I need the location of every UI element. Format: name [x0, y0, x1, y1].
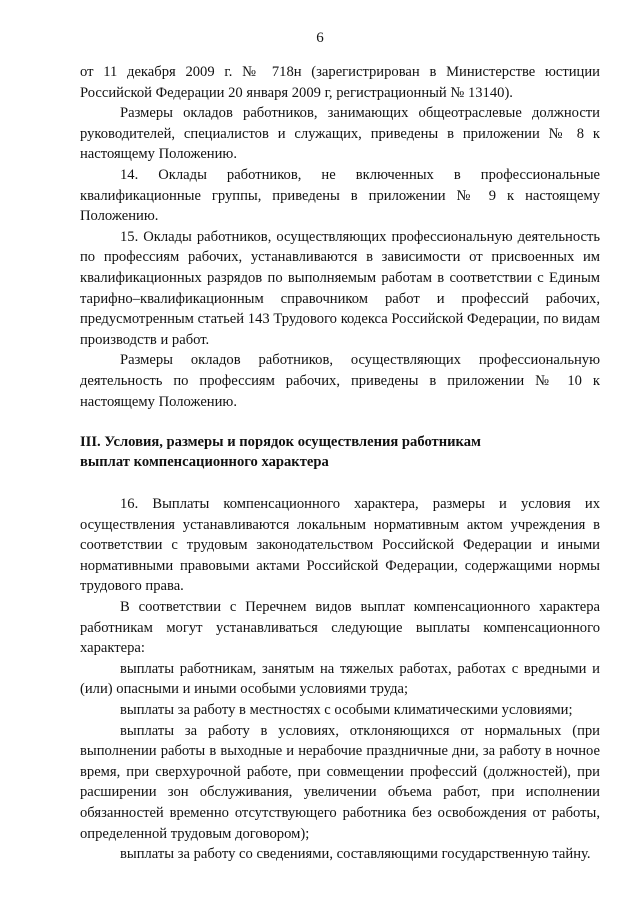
section-heading-line-2: выплат компенсационного характера — [80, 454, 329, 471]
paragraph: Размеры окладов работников, занимающих общеотраслевые должности руководителей, специалистов и служащих, приведены в приложении № 8 к настоящему Положению. — [80, 105, 600, 163]
paragraph: В соответствии с Перечнем видов выплат компенсационного характера работникам могут устанавливаться следующие выплаты компенсационного характера: — [80, 599, 600, 657]
document-body — [80, 62, 600, 865]
list-item: выплаты за работу в местностях с особыми климатическими условиями; — [120, 702, 573, 719]
paragraph-item-14: 14. Оклады работников, не включенных в профессиональные квалификационные группы, приведены в приложении № 9 к настоящему Положению. — [80, 166, 600, 225]
paragraph-item-15: 15. Оклады работников, осуществляющих профессиональную деятельность по профессиям рабочих, устанавливаются в зависимости от присвоенных им квалификационных разрядов по выполняемым работам в соответствии с Единым тарифно–квалификационным справочником работ и профессий рабочих, предусмотренным статьей 143 Трудового кодекса Российской Федерации, по видам производств и работ. — [80, 228, 600, 348]
section-heading-line-1: III. Условия, размеры и порядок осуществления работникам — [80, 434, 481, 451]
list-item: выплаты за работу в условиях, отклоняющихся от нормальных (при выполнении работы в выходные и нерабочие праздничные дни, за работу в ночное время, при сверхурочной работе, при совмещении профессий (должностей), при расширении зон обслуживания, увеличении объема работ, при исполнении обязанностей временно отсутствующего работника без освобождения от работы, определенной трудовым договором); — [80, 722, 600, 842]
page-number: 6 — [316, 30, 324, 46]
list-item: выплаты работникам, занятым на тяжелых работах, работах с вредными и (или) опасными и иными особыми условиями труда; — [80, 660, 600, 698]
paragraph-continuation: от 11 декабря 2009 г. № 718н (зарегистрирован в Министерстве юстиции Российской Федерации 20 января 2009 г, регистрационный № 13140). — [80, 64, 600, 101]
paragraph-item-16: 16. Выплаты компенсационного характера, размеры и условия их осуществления устанавливаются локальным нормативным актом учреждения в соответствии с трудовым законодательством Российской Федерации и иными нормативными правовыми актами Российской Федерации, содержащими нормы трудового права. — [80, 496, 600, 595]
paragraph: Размеры окладов работников, осуществляющих профессиональную деятельность по профессиям рабочих, приведены в приложении № 10 к настоящему Положению. — [80, 352, 600, 410]
list-item: выплаты за работу со сведениями, составляющими государственную тайну. — [120, 846, 591, 863]
section-heading — [80, 432, 600, 472]
